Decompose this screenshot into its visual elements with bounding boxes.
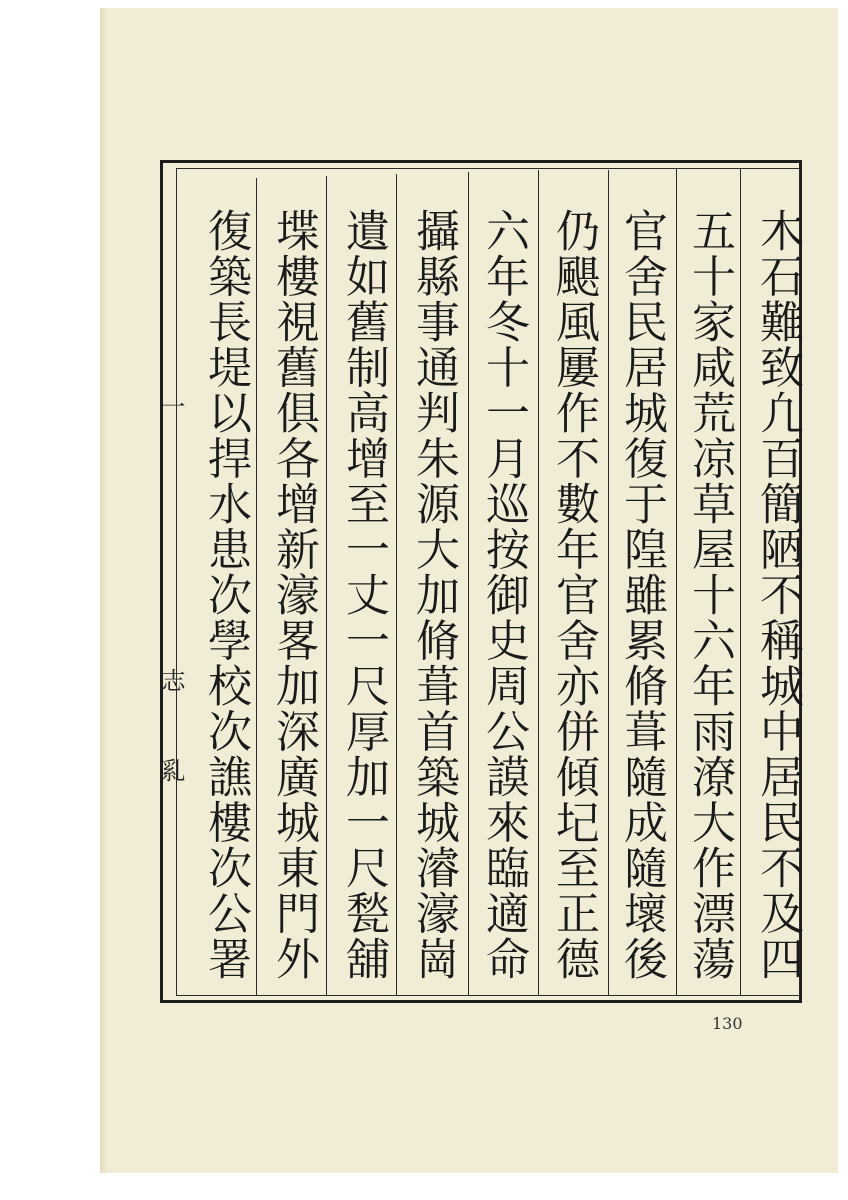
text-column-9: 復築長堤以捍水患次學校次譙樓次公署 (200, 208, 251, 982)
column-rule (256, 178, 257, 996)
page-number: 130 (712, 1014, 743, 1033)
text-column-7: 遺如舊制高增至一丈一尺厚加一尺甃舖 (338, 208, 389, 982)
text-column-6: 攝縣事通判朱源大加脩葺首築城濬濠崗 (408, 208, 459, 982)
text-column-3: 官舍民居城復于隍雖累脩葺隨成隨壞後 (616, 208, 667, 982)
column-rule (740, 168, 741, 996)
margin-glyph: ⼀ (157, 394, 185, 418)
column-rule (396, 174, 397, 996)
text-column-8: 堞樓視舊俱各增新濠畧加深廣城東門外 (268, 208, 319, 982)
column-rule (538, 170, 539, 996)
margin-glyph: 志 (157, 668, 185, 692)
text-column-5: 六年冬十一月巡按御史周公謨來臨適命 (478, 208, 529, 982)
text-column-4: 仍颶風屢作不數年官舍亦併傾圮至正德 (548, 208, 599, 982)
text-column-2: 五十家咸荒凉草屋十六年雨潦大作漂蕩 (684, 208, 735, 982)
column-rule (676, 168, 677, 996)
column-rule (326, 176, 327, 996)
margin-glyph: 乿 (157, 758, 185, 782)
text-column-1: 木石難致凢百簡陋不稱城中居民不及四 (752, 208, 803, 982)
margin-strip (156, 168, 184, 998)
sheet-edge-shadow (100, 8, 108, 1173)
column-rule (468, 172, 469, 996)
column-rule (608, 170, 609, 996)
